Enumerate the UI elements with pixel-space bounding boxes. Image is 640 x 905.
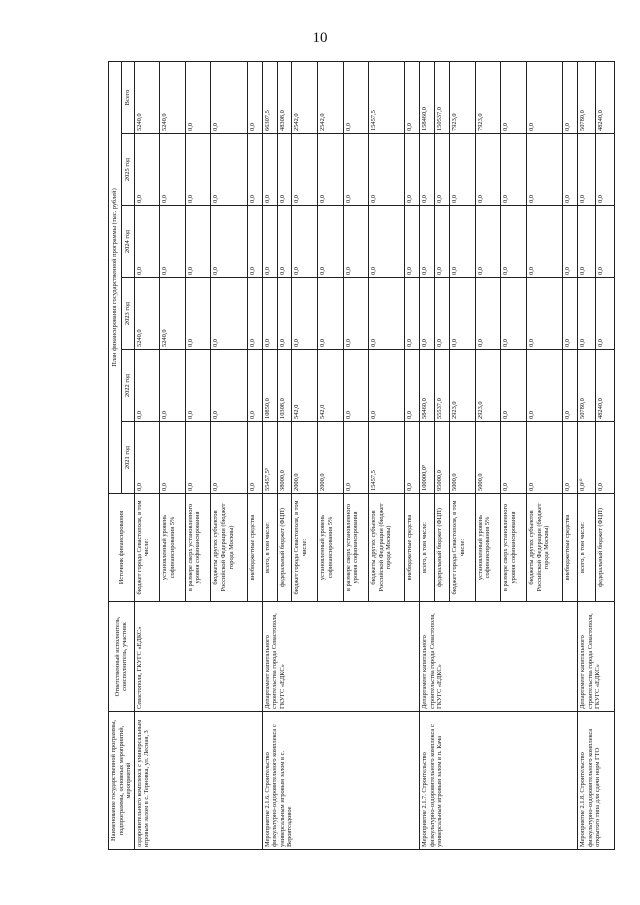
year-value: 0,0: [211, 278, 247, 350]
year-value: 0,0: [262, 206, 277, 278]
total-value: 50780,0: [578, 61, 596, 133]
total-value: 2542,0: [292, 61, 318, 133]
year-value: 0,0: [262, 278, 277, 350]
header-year: 2025 год: [121, 134, 134, 206]
year-value: 5240,0: [134, 278, 160, 350]
funding-source: внебюджетные средства: [247, 494, 262, 602]
header-year: 2021 год: [121, 422, 134, 494]
year-value: 0,0: [247, 422, 262, 494]
year-value: 0,0: [435, 134, 450, 206]
year-value: 0,0: [247, 278, 262, 350]
year-value: 0,0: [475, 206, 501, 278]
year-value: 50780,0: [578, 350, 596, 422]
year-value: 0,0: [596, 422, 614, 494]
year-value: 0,0: [420, 134, 435, 206]
year-value: 95000,0: [435, 422, 450, 494]
year-value: 0,0: [405, 134, 420, 206]
year-value: 0,0: [563, 206, 578, 278]
year-value: 5000,0: [475, 422, 501, 494]
measure-name: Мероприятие 2.1.7. Строительство физкультурно-оздоровительного комплекса с универсальным игровым залом в п. Кача: [420, 712, 578, 850]
year-value: 0,0: [450, 278, 476, 350]
year-value: 0,0: [405, 278, 420, 350]
total-value: 15457,5: [369, 61, 405, 133]
year-value: 55457,5⁹: [262, 422, 277, 494]
total-value: 7923,0: [475, 61, 501, 133]
funding-source: бюджет города Севастополя, в том числе:: [450, 494, 476, 602]
funding-source: бюджет города Севастополя, в том числе:: [134, 494, 160, 602]
year-value: 10308,0: [277, 350, 292, 422]
year-value: 0,0: [563, 134, 578, 206]
total-value: 48240,0: [596, 61, 614, 133]
responsible-executor: Департамент капитального строительства города Севастополя, ГКУГС «ЕДКС»: [420, 602, 578, 712]
year-value: 0,0: [277, 134, 292, 206]
funding-source: внебюджетные средства: [563, 494, 578, 602]
year-value: 0,0: [247, 350, 262, 422]
year-value: 55537,0: [435, 350, 450, 422]
year-value: 0,0¹⁰: [578, 422, 596, 494]
year-value: 0,0: [247, 134, 262, 206]
year-value: 0,0: [526, 134, 562, 206]
year-value: 0,0: [369, 350, 405, 422]
responsible-executor: Департамент капитального строительства города Севастополя, ГКУГС «ЕДКС»: [578, 602, 614, 712]
year-value: 0,0: [160, 206, 186, 278]
year-value: 5000,0: [450, 422, 476, 494]
header-source: Источник финансирования: [109, 494, 135, 602]
year-value: 0,0: [343, 134, 369, 206]
year-value: 0,0: [134, 350, 160, 422]
year-value: 0,0: [501, 134, 527, 206]
total-value: 150537,0: [435, 61, 450, 133]
funding-source: бюджет города Севастополя, в том числе:: [292, 494, 318, 602]
year-value: 0,0: [211, 134, 247, 206]
year-value: 0,0: [578, 134, 596, 206]
year-value: 0,0: [318, 206, 344, 278]
year-value: 0,0: [578, 278, 596, 350]
financing-table: [108, 61, 615, 850]
measure-name: Мероприятие 2.1.6. Строительство физкультурно-оздоровительного комплекса с универсальным игровым залом в с. Вероятсадовое: [262, 712, 420, 850]
total-value: 0,0: [211, 61, 247, 133]
year-value: 0,0: [160, 422, 186, 494]
funding-source: всего, в том числе:: [578, 494, 596, 602]
total-value: 0,0: [405, 61, 420, 133]
year-value: 0,0: [343, 206, 369, 278]
year-value: 2000,0: [318, 422, 344, 494]
year-value: 0,0: [343, 422, 369, 494]
year-value: 0,0: [435, 206, 450, 278]
year-value: 0,0: [292, 134, 318, 206]
table-row: [420, 61, 435, 849]
total-value: 0,0: [501, 61, 527, 133]
total-value: 0,0: [526, 61, 562, 133]
year-value: 0,0: [526, 350, 562, 422]
total-value: 0,0: [185, 61, 211, 133]
total-value: 0,0: [343, 61, 369, 133]
funding-source: установленный уровень софинансирования 5%: [475, 494, 501, 602]
year-value: 0,0: [369, 278, 405, 350]
year-value: 0,0: [563, 278, 578, 350]
year-value: 0,0: [526, 422, 562, 494]
year-value: 5240,0: [160, 278, 186, 350]
year-value: 0,0: [501, 422, 527, 494]
year-value: 0,0: [247, 206, 262, 278]
year-value: 0,0: [420, 206, 435, 278]
funding-source: бюджеты других субъектов Российской Федерации (бюджет города Москвы): [369, 494, 405, 602]
funding-source: федеральный бюджет (ФЦП): [596, 494, 614, 602]
header-name: Наименование государственной программы, подпрограммы, основных мероприятий, мероприятий: [109, 712, 135, 850]
header-total: Всего: [121, 61, 134, 133]
funding-source: всего, в том числе:: [420, 494, 435, 602]
year-value: 0,0: [277, 278, 292, 350]
header-year: 2023 год: [121, 278, 134, 350]
year-value: 0,0: [262, 134, 277, 206]
year-value: 0,0: [185, 350, 211, 422]
year-value: 0,0: [369, 206, 405, 278]
year-value: 0,0: [475, 134, 501, 206]
year-value: 0,0: [563, 350, 578, 422]
year-value: 0,0: [563, 422, 578, 494]
year-value: 0,0: [526, 206, 562, 278]
year-value: 0,0: [185, 134, 211, 206]
year-value: 0,0: [185, 422, 211, 494]
year-value: 0,0: [134, 422, 160, 494]
total-value: 0,0: [247, 61, 262, 133]
funding-source: федеральный бюджет (ФЦП): [435, 494, 450, 602]
total-value: 5240,0: [134, 61, 160, 133]
measure-name: оздоровительного комплекса с универсальным игровым залом в с. Терновка, ул. Лесная, 3: [134, 712, 262, 850]
year-value: 0,0: [405, 206, 420, 278]
year-value: 0,0: [405, 350, 420, 422]
year-value: 0,0: [596, 206, 614, 278]
year-value: 10850,0: [262, 350, 277, 422]
header-responsible: Ответственный исполнитель, соисполнитель, участник: [109, 602, 135, 712]
funding-source: в размере сверх установленного уровня софинансирования: [343, 494, 369, 602]
year-value: 0,0: [292, 206, 318, 278]
total-value: 48308,0: [277, 61, 292, 133]
year-value: 0,0: [211, 350, 247, 422]
year-value: 0,0: [450, 134, 476, 206]
year-value: 0,0: [435, 278, 450, 350]
rotated-table-container: [108, 62, 610, 850]
year-value: 0,0: [405, 422, 420, 494]
total-value: 158460,0: [420, 61, 435, 133]
year-value: 0,0: [450, 206, 476, 278]
funding-source: в размере сверх установленного уровня софинансирования: [501, 494, 527, 602]
year-value: 0,0: [501, 350, 527, 422]
total-value: 66307,5: [262, 61, 277, 133]
year-value: 0,0: [475, 278, 501, 350]
year-value: 2000,0: [292, 422, 318, 494]
year-value: 0,0: [501, 206, 527, 278]
responsible-executor: Департамент капитального строительства города Севастополя, ГКУГС «ЕДКС»: [262, 602, 420, 712]
year-value: 0,0: [596, 278, 614, 350]
header-year: 2024 год: [121, 206, 134, 278]
total-value: 2542,0: [318, 61, 344, 133]
year-value: 2923,0: [450, 350, 476, 422]
year-value: 0,0: [134, 134, 160, 206]
funding-source: установленный уровень софинансирования 5%: [318, 494, 344, 602]
year-value: 0,0: [578, 206, 596, 278]
year-value: 0,0: [343, 278, 369, 350]
header-year: 2022 год: [121, 350, 134, 422]
year-value: 2923,0: [475, 350, 501, 422]
funding-source: внебюджетные средства: [405, 494, 420, 602]
year-value: 0,0: [185, 206, 211, 278]
funding-source: установленный уровень софинансирования 5%: [160, 494, 186, 602]
total-value: 0,0: [563, 61, 578, 133]
page-number: 10: [312, 30, 328, 46]
year-value: 0,0: [185, 278, 211, 350]
year-value: 542,0: [318, 350, 344, 422]
year-value: 0,0: [211, 206, 247, 278]
table-body: [134, 61, 614, 849]
year-value: 0,0: [134, 206, 160, 278]
funding-source: бюджеты других субъектов Российской Федерации (бюджет города Москвы): [526, 494, 562, 602]
funding-source: в размере сверх установленного уровня софинансирования: [185, 494, 211, 602]
year-value: 0,0: [343, 350, 369, 422]
table-row: [134, 61, 160, 849]
year-value: 0,0: [160, 134, 186, 206]
year-value: 58460,0: [420, 350, 435, 422]
year-value: 100000,0⁹: [420, 422, 435, 494]
year-value: 0,0: [369, 134, 405, 206]
table-row: [262, 61, 277, 849]
table-row: [578, 61, 596, 849]
funding-source: всего, в том числе:: [262, 494, 277, 602]
year-value: 0,0: [596, 134, 614, 206]
measure-name: Мероприятие 2.1.8. Строительство физкультурно-оздоровительного комплекса открытого типа для сдачи норм ГТО: [578, 712, 614, 850]
year-value: 0,0: [277, 206, 292, 278]
year-value: 0,0: [211, 422, 247, 494]
year-value: 38000,0: [277, 422, 292, 494]
year-value: 542,0: [292, 350, 318, 422]
year-value: 0,0: [420, 278, 435, 350]
year-value: 0,0: [501, 278, 527, 350]
year-value: 0,0: [292, 278, 318, 350]
year-value: 48240,0: [596, 350, 614, 422]
total-value: 5240,0: [160, 61, 186, 133]
year-value: 15457,5: [369, 422, 405, 494]
year-value: 0,0: [160, 350, 186, 422]
responsible-executor: Севастополя, ГКУГС «ЕДКС»: [134, 602, 262, 712]
header-plan: План финансирования государственной программы (тыс. рублей): [109, 61, 122, 493]
funding-source: федеральный бюджет (ФЦП): [277, 494, 292, 602]
total-value: 7923,0: [450, 61, 476, 133]
year-value: 0,0: [318, 278, 344, 350]
year-value: 0,0: [318, 134, 344, 206]
funding-source: бюджеты других субъектов Российской Федерации (бюджет города Москвы): [211, 494, 247, 602]
year-value: 0,0: [526, 278, 562, 350]
